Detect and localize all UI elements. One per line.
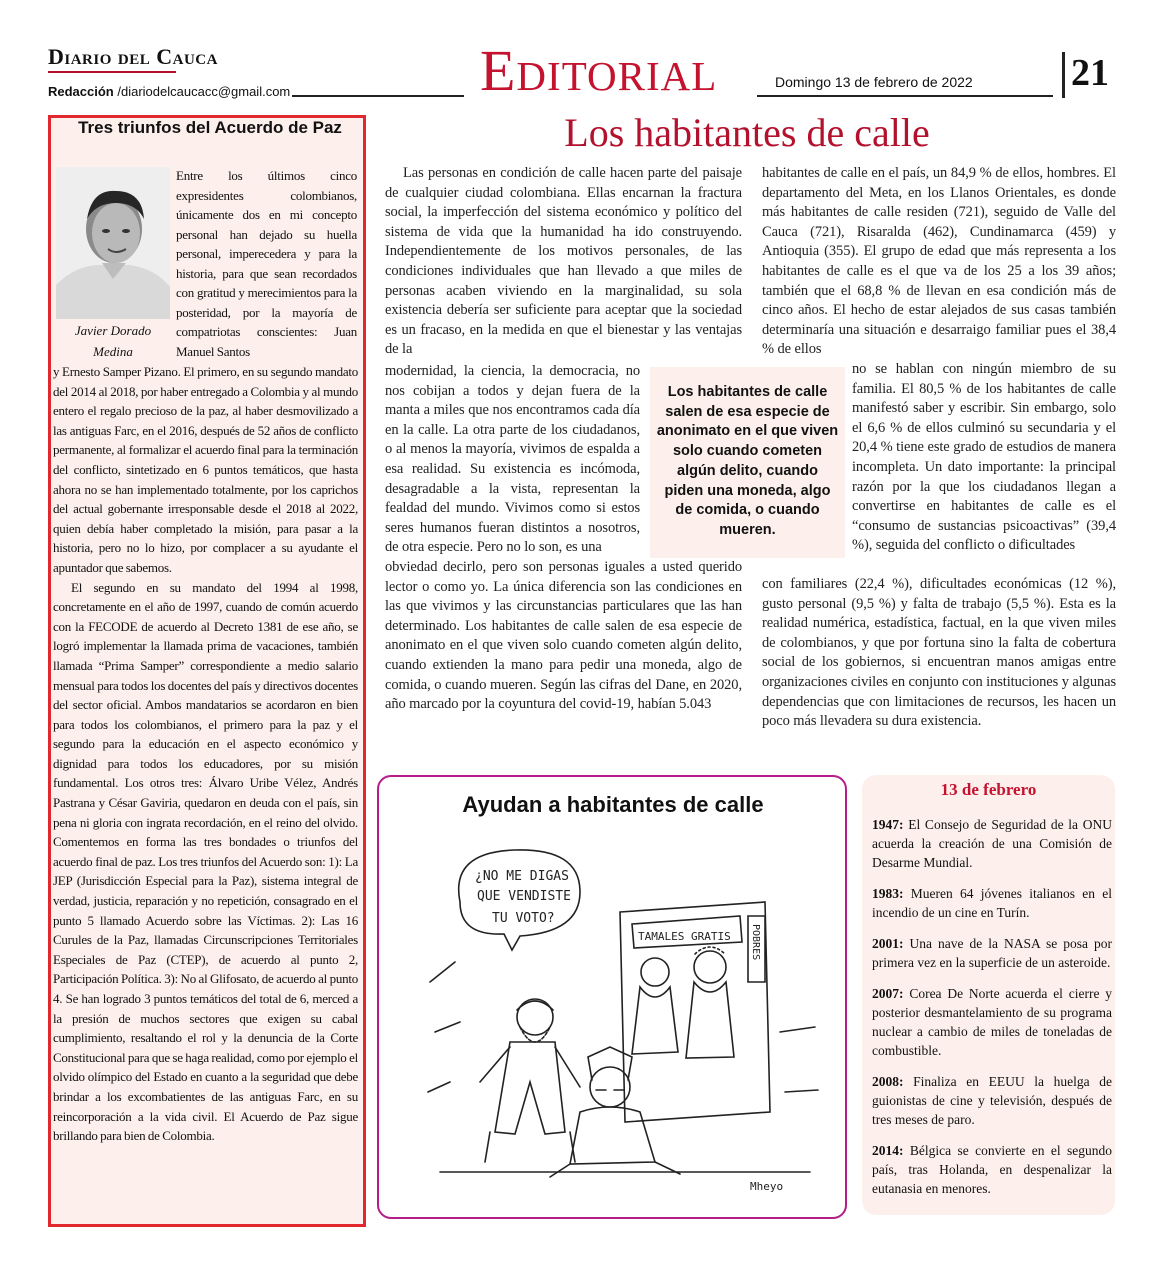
editorial-col2-bottom: con familiares (22,4 %), dificultades económicas (12 %), gusto personal (9,5 %) y falta de trabajo (5,5 %). Esta es la realidad numérica, estadística, factual, en la que viven miles de colombianos, y que por fortuna sino la falta de cobertura social de los gobiernos, si encuentran manos amigas entre organizaciones civiles en conjunto con instituciones y algunas dependencias que con limitaciones de recursos, les hacen un poco más llevadera su dura existencia. [762, 576, 1116, 730]
logo-underline [48, 71, 176, 73]
newspaper-logo: Diario del Cauca [48, 44, 218, 69]
ephemeris-year: 2001: [872, 936, 904, 951]
header-rule-left [292, 95, 464, 97]
ephemeris-item [872, 984, 1112, 1060]
opinion-paragraph-intro: Entre los últimos cinco expresidentes colombianos, únicamente dos en mi concepto personal han dejado su huella personal, imperecedera y para la historia, para que sean recordados con gratitud y merecimientos para la posteridad, por la mayoría de compatriotas conscientes: Juan Manuel Santos [176, 168, 357, 359]
cartoon-signature: Mheyo [750, 1180, 784, 1193]
speech-line-1: ¿NO ME DIGAS [475, 869, 569, 884]
pull-quote: Los habitantes de calle salen de esa especie de anonimato en el que viven solo cuando cometen algún delito, cuando piden una moneda, algo de comida, o cuando mueren. [656, 384, 839, 538]
redaccion-label: Redacción [48, 84, 114, 99]
author-name: Javier Dorado Medina [74, 323, 152, 359]
speech-line-3: TU VOTO? [492, 911, 555, 926]
cartoon-illustration [420, 832, 830, 1202]
ephemeris-year: 2014: [872, 1143, 904, 1158]
stall-side-sign: POBRES [750, 924, 761, 961]
ephemerides-list [872, 815, 1112, 1210]
page-number-divider [1062, 52, 1065, 98]
opinion-paragraph-1: y Ernesto Samper Pizano. El primero, en su segundo mandato del 2014 al 2018, por haber entregado a Colombia y al mundo entero el regalo precioso de la paz, al haber desmovilizado a las antiguas Farc, en el 2016, después de 52 años de conflicto permanente, al formalizar el acuerdo final para la terminación del conflicto, sintetizado en 6 puntos temáticos, que hasta ahora no se han implementado totalmente, por los caprichos del actual gobernante irresponsable desde el 2018 al 2022, quien debía haber completado la misión, para pasar a la historia, pero no lo hizo, por complacer a su ayudante el apuntador que sabemos. [53, 364, 358, 575]
section-title: Editorial [480, 38, 718, 103]
ephemeris-item [872, 934, 1112, 972]
ephemeris-year: 1983: [872, 886, 904, 901]
stall-sign: TAMALES GRATIS [638, 930, 731, 943]
editorial-col2-narrow: no se hablan con ningún miembro de su familia. El 80,5 % de los habitantes de calle manifestó saber y escribir. Sin embargo, solo el 6,6 % de ellos culminó su secundaria y el 20,4 % tiene este grado de estudios de manera incompleta. Un dato importante: la principal razón por la que los ciudadanos llegan a convertirse en habitantes de calle es el “consumo de sustancias psicoactivas” (39,4 %), seguida del conflicto o dificultades [852, 361, 1116, 554]
editorial-col1-top: Las personas en condición de calle hacen parte del paisaje de cualquier ciudad colombiana. Ellas encarnan la fractura social, la imperfección del sistema económico y político del sistema de vida que la humanidad ha ido construyendo. Independientemente de los motivos personales, de las condiciones individuales que han llevado a que miles de personas acaben viviendo en la marginalidad, su sola existencia debería ser suficiente para aceptar que la sociedad es un fracaso, en la medida en que el bienestar y las ventajas de la [385, 165, 742, 358]
ephemeris-text: Bélgica se convierte en el segundo país, tras Holanda, en despenalizar la eutanasia en menores. [872, 1143, 1112, 1196]
ephemeris-text: Corea De Norte acuerda el cierre y posterior desmantelamiento de su programa nuclear a cambio de miles de toneladas de combustible. [872, 986, 1113, 1058]
opinion-paragraph-2: El segundo en su mandato del 1994 al 1998, concretamente en el año de 1997, cuando de común acuerdo con la FECODE de acuerdo al Decreto 1381 de ese año, se logró implementar la llamada prima de vacaciones, también llamada “Prima Samper” correspondiente a medio salario mensual para todos los docentes del país y directivos docentes del sector oficial. Ambos mandatarios se acordaron en bien para todos los colombianos, el primero para la paz y el segundo para la educación en el aspecto económico y dignidad para todos los educadores, por su misión fundamental. Los otros tres: Álvaro Uribe Vélez, Andrés Pastrana y César Gaviria, quedaron en deuda con el país, sin pena ni gloria con ingrata recordación, en el reino del olvido. Comentemos en forma las tres bondades o triunfos del acuerdo final de paz. Los tres triunfos del Acuerdo son: 1): La JEP (Jurisdicción Especial para la Paz), sistema integral de verdad, justicia, reparación y no repetición, consagrado en el punto 5 llamado Acuerdo sobre las Víctimas. 2): Las 16 Curules de la Paz, llamadas Circunscripciones Territoriales Especiales de Paz (CTEP), de acuerdo al punto 2, Participación Política. 3): No al Glifosato, de acuerdo al punto 4. Se han logrado 3 puntos temáticos del total de 6, merced a la presión de muchos sectores que exigen su cabal cumplimiento, resaltando el rol y la denuncia de la Corte Constitucional para que se haga realidad, como por ejemplo el olvido olímpico del Estado en cuanto a la seguridad que debe brindar a los excombatientes de las antiguas Farc, en su reincorporación a la vida civil. El Acuerdo de Paz sigue brillando para bien de Colombia. [53, 579, 358, 1144]
ephemerides-title: 13 de febrero [940, 780, 1037, 799]
redaccion-line [48, 84, 290, 99]
editorial-col2-top: habitantes de calle en el país, un 84,9 % de ellos, hombres. El departamento del Meta, en los Llanos Orientales, es donde más habitantes de calle residen (721), seguido de Valle del Cauca (721), Risaralda (462), Cundinamarca (459) y Antioquia (355). El grupo de edad que más representa a los habitantes de calle es el que va de los 25 a los 39 años; también que el 68,8 % de llevan en esa condición más de cinco años. El hecho de estar alejados de sus casas también determinaría una situación e desarraigo familiar pues el 38,4 % de ellos [762, 165, 1116, 358]
ephemeris-text: Finaliza en EEUU la huelga de guionistas de cine y televisión, después de tres meses de paro. [872, 1074, 1112, 1127]
opinion-title: Tres triunfos del Acuerdo de Paz [78, 118, 342, 137]
ephemeris-year: 2007: [872, 986, 904, 1001]
page-number: 21 [1071, 52, 1109, 94]
redaccion-email: /diariodelcaucacc@gmail.com [117, 84, 291, 99]
opinion-body [53, 362, 358, 1146]
author-photo [56, 167, 170, 319]
header-rule-right [757, 95, 1053, 97]
ephemeris-year: 2008: [872, 1074, 904, 1089]
ephemeris-item [872, 884, 1112, 922]
speech-line-2: QUE VENDISTE [477, 889, 571, 904]
editorial-col1-bottom: obviedad decirlo, pero son personas iguales a usted querido lector o como yo. La única diferencia son las condiciones en las que vivimos y las circunstancias particulares que las han determinado. Los habitantes de calle salen de esa especie de anonimato en el que viven solo cuando cometen algún delito, cuando extienden la mano para pedir una moneda, algo de comida, o cuando mueren. Según las cifras del Dane, en 2020, año marcado por la coyuntura del covid-19, habían 5.043 [385, 559, 742, 713]
editorial-headline: Los habitantes de calle [564, 110, 930, 155]
ephemeris-text: El Consejo de Seguridad de la ONU acuerda la creación de una Comisión de Desarme Mundial. [872, 817, 1112, 870]
ephemeris-year: 1947: [872, 817, 904, 832]
ephemeris-item [872, 1072, 1112, 1129]
ephemeris-item [872, 815, 1112, 872]
ephemeris-item [872, 1141, 1112, 1198]
ephemeris-text: Mueren 64 jóvenes italianos en el incendio de un cine en Turín. [872, 886, 1113, 920]
ephemeris-text: Una nave de la NASA se posa por primera vez en la superficie de un asteroide. [872, 936, 1113, 970]
cartoon-title: Ayudan a habitantes de calle [462, 792, 764, 817]
issue-date: Domingo 13 de febrero de 2022 [775, 74, 973, 90]
editorial-col1-narrow: modernidad, la ciencia, la democracia, no nos cobijan a todos y dejan fuera de la manta a miles que nos encontramos cada día en la calle. La otra parte de los ciudadanos, o al menos la mayoría, vivimos de espalda a esa realidad. Su existencia es incómoda, desagradable a la vista, representan la fealdad del mundo. Vivimos como si estos seres humanos fueran distintos a nosotros, de otra especie. Pero no lo son, es una [385, 363, 640, 556]
